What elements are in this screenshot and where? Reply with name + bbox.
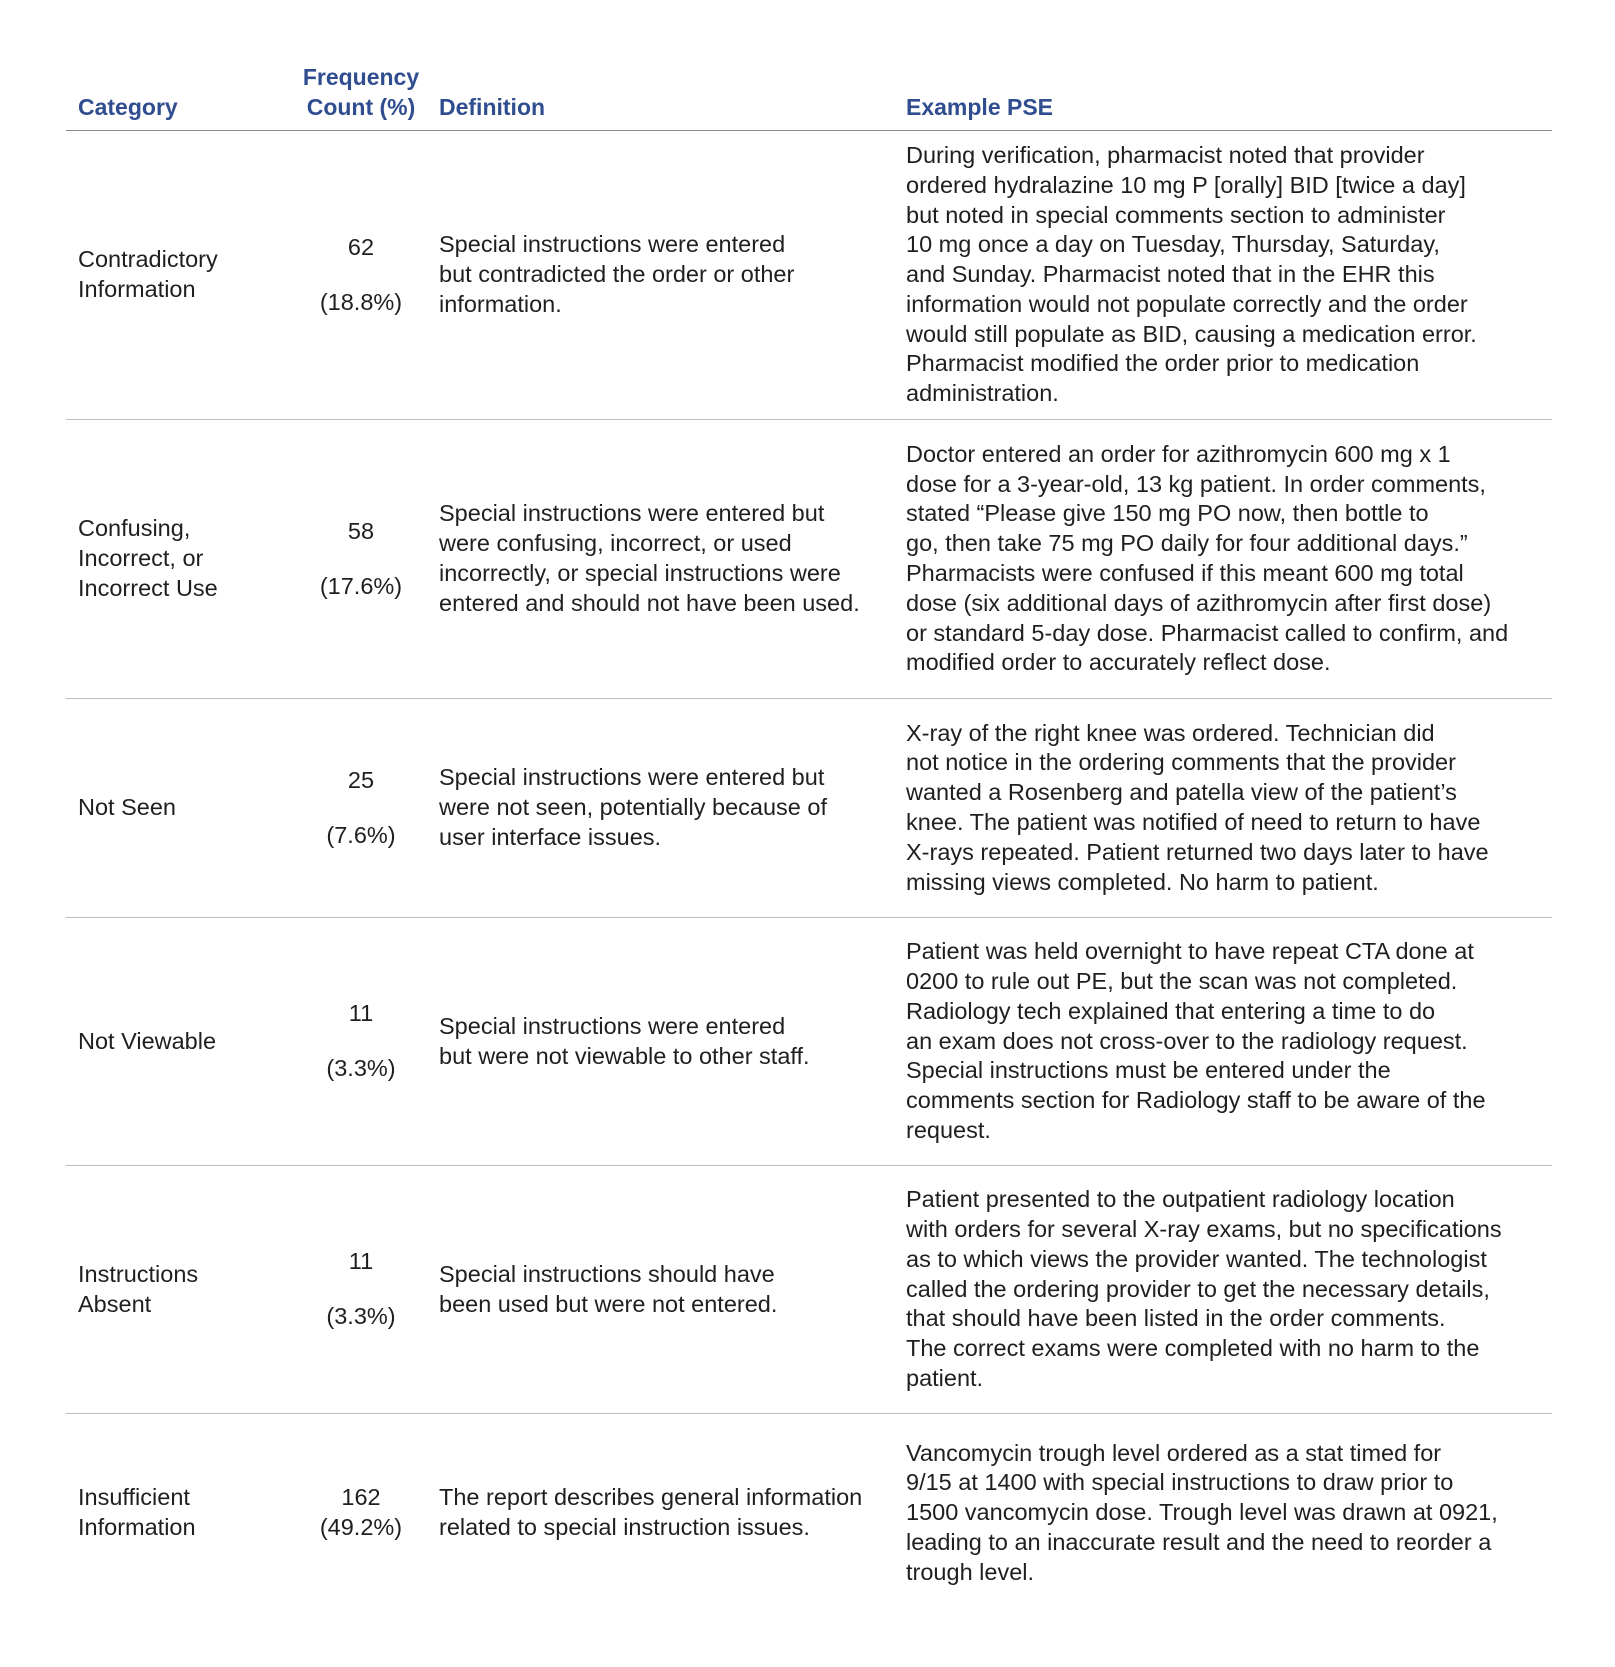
table-row-confusing — [66, 420, 1552, 699]
frequency-percent: (3.3%) — [326, 1303, 396, 1329]
frequency-count: 162 — [341, 1484, 381, 1511]
frequency-count: 11 — [348, 1000, 374, 1027]
category-cell: Insufficient Information — [78, 1484, 196, 1540]
example-cell: During verification, pharmacist noted that provider ordered hydralazine 10 mg P [orally] BID [twice a day] but noted in special comments section to administer 10 mg once a day on Tuesday, Thursday, Saturday, and Sunday. Pharmacist noted that in the EHR this information would not populate correctly and the order would still populate as BID, causing a medication error. Pharmacist modified the order prior to medication administration. — [906, 141, 1477, 407]
definition-cell: Special instructions were entered but were confusing, incorrect, or used incorrectly, or special instructions were entered and should not have been used. — [439, 500, 860, 616]
example-cell: Doctor entered an order for azithromycin 600 mg x 1 dose for a 3-year-old, 13 kg patient. In order comments, stated “Please give 150 mg PO now, then bottle to go, then take 75 mg PO daily for four additional days.” Pharmacists were confused if this meant 600 mg total dose (six additional days of azithromycin after first dose) or standard 5-day dose. Pharmacist called to confirm, and modified order to accurately reflect dose. — [906, 440, 1509, 676]
table-row-contradictory — [66, 131, 1552, 420]
example-cell: Patient was held overnight to have repeat CTA done at 0200 to rule out PE, but the scan was not completed. Radiology tech explained that entering a time to do an exam does not cross-over to the radiology request. Special instructions must be entered under the comments section for Radiology staff to be aware of the request. — [906, 938, 1486, 1143]
frequency-cell — [291, 1414, 431, 1612]
frequency-percent: (17.6%) — [319, 572, 403, 599]
frequency-count: 11 — [348, 1248, 374, 1275]
frequency-count: 58 — [347, 517, 375, 544]
table-row-insufficient — [66, 1414, 1552, 1612]
category-cell: Instructions Absent — [78, 1260, 199, 1317]
frequency-cell — [291, 1166, 431, 1413]
definition-cell: Special instructions were entered but were not viewable to other staff. — [439, 1012, 810, 1069]
table-row-not-viewable — [66, 918, 1552, 1166]
frequency-cell — [291, 699, 431, 917]
table-row-instructions-absent — [66, 1166, 1552, 1414]
example-cell: Patient presented to the outpatient radiology location with orders for several X-ray exams, but no specifications as to which views the provider wanted. The technologist called the ordering provider to get the necessary details, that should have been listed in the order comments. The correct exams were completed with no harm to the patient. — [906, 1186, 1502, 1391]
definition-cell: Special instructions should have been used but were not entered. — [439, 1260, 778, 1317]
frequency-cell — [291, 918, 431, 1165]
frequency-percent: (18.8%) — [319, 288, 403, 315]
header-example: Example PSE — [906, 94, 1054, 120]
header-definition: Definition — [439, 94, 546, 120]
frequency-count: 62 — [347, 233, 375, 260]
category-cell: Confusing, Incorrect, or Incorrect Use — [78, 515, 218, 601]
definition-cell: Special instructions were entered but contradicted the order or other information. — [439, 231, 795, 317]
category-cell: Contradictory Information — [78, 246, 218, 302]
table-header — [66, 62, 1552, 131]
category-cell: Not Viewable — [78, 1027, 217, 1054]
pse-category-table — [66, 62, 1552, 1612]
example-cell: X-ray of the right knee was ordered. Technician did not notice in the ordering comments that the provider wanted a Rosenberg and patella view of the patient’s knee. The patient was notified of need to return to have X-rays repeated. Patient returned two days later to have missing views completed. No harm to patient. — [906, 719, 1489, 895]
frequency-percent: (49.2%) — [319, 1514, 403, 1540]
category-cell: Not Seen — [78, 794, 176, 821]
definition-cell: The report describes general information related to special instruction issues. — [439, 1484, 863, 1540]
frequency-count: 25 — [347, 766, 375, 793]
header-frequency: Frequency Count (%) — [302, 64, 420, 120]
example-cell: Vancomycin trough level ordered as a stat timed for 9/15 at 1400 with special instructions to draw prior to 1500 vancomycin dose. Trough level was drawn at 0921, leading to an inaccurate result and the need to reorder a trough level. — [906, 1439, 1498, 1585]
frequency-cell — [291, 131, 431, 419]
table-row-not-seen — [66, 699, 1552, 918]
frequency-percent: (3.3%) — [326, 1055, 396, 1081]
frequency-percent: (7.6%) — [326, 821, 396, 848]
definition-cell: Special instructions were entered but were not seen, potentially because of user interface issues. — [439, 764, 828, 850]
frequency-cell — [291, 420, 431, 698]
header-category: Category — [78, 94, 178, 120]
